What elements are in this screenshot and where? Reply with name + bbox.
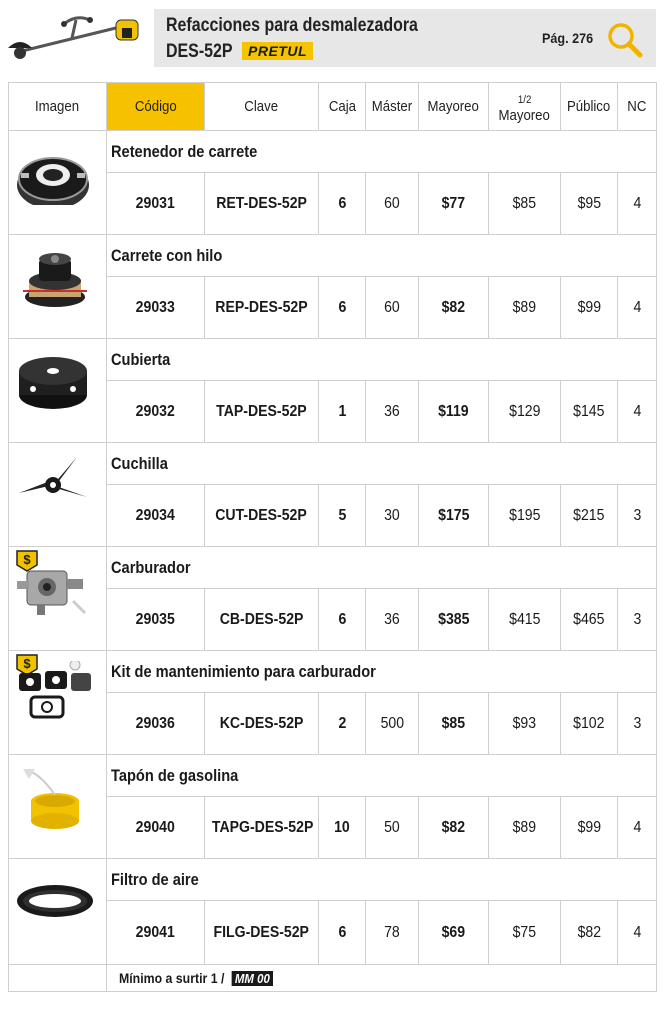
product-name: Cubierta [107, 339, 657, 381]
blade-image [15, 453, 95, 517]
cell-caja: 6 [319, 173, 366, 235]
product-name-row [9, 755, 657, 797]
cell-nc: 3 [618, 589, 657, 651]
cell-codigo[interactable]: 29034 [107, 485, 205, 547]
cell-clave: RET-DES-52P [205, 173, 319, 235]
cell-master: 36 [366, 381, 419, 443]
product-name-row [9, 859, 657, 901]
cell-clave: REP-DES-52P [205, 277, 319, 339]
spool-retainer-image [15, 141, 95, 205]
cell-clave: KC-DES-52P [205, 693, 319, 755]
cell-master: 60 [366, 277, 419, 339]
product-name: Kit de mantenimiento para carburador [107, 651, 657, 693]
cell-nc: 3 [618, 485, 657, 547]
product-name: Cuchilla [107, 443, 657, 485]
cell-mayoreo: $69 [419, 901, 489, 965]
cell-master: 78 [366, 901, 419, 965]
cell-caja: 6 [319, 277, 366, 339]
cell-codigo[interactable]: 29041 [107, 901, 205, 965]
minimum-order-text: Mínimo a surtir 1 / [119, 970, 225, 986]
product-image-cell [9, 235, 107, 339]
cell-master: 500 [366, 693, 419, 755]
mm-badge: MM 00 [231, 971, 273, 986]
cell-nc: 4 [618, 381, 657, 443]
col-publico: Público [561, 83, 618, 131]
spool-with-line-image [15, 245, 95, 309]
product-name-row [9, 547, 657, 589]
cell-clave: FILG-DES-52P [205, 901, 319, 965]
product-image-cell [9, 443, 107, 547]
cell-medio-mayoreo: $129 [489, 381, 561, 443]
air-filter-image [15, 869, 95, 933]
cell-caja: 6 [319, 901, 366, 965]
cell-medio-mayoreo: $75 [489, 901, 561, 965]
cell-publico: $99 [561, 797, 618, 859]
cell-publico: $82 [561, 901, 618, 965]
product-name-row [9, 443, 657, 485]
table-footer-row [9, 965, 657, 992]
brand-badge: PRETUL [242, 42, 313, 60]
col-medio-mayoreo: 1/2 Mayoreo [489, 83, 561, 131]
col-caja: Caja [319, 83, 366, 131]
product-name: Filtro de aire [107, 859, 657, 901]
cell-medio-mayoreo: $89 [489, 277, 561, 339]
cell-clave: TAP-DES-52P [205, 381, 319, 443]
cell-nc: 4 [618, 277, 657, 339]
product-name-row [9, 235, 657, 277]
product-image-cell [9, 131, 107, 235]
product-name: Retenedor de carrete [107, 131, 657, 173]
product-image-cell [9, 859, 107, 965]
page-header [0, 0, 671, 72]
cell-master: 50 [366, 797, 419, 859]
cell-caja: 6 [319, 589, 366, 651]
product-image-cell [9, 651, 107, 755]
product-name: Tapón de gasolina [107, 755, 657, 797]
cell-codigo[interactable]: 29036 [107, 693, 205, 755]
dollar-badge-text: $ [23, 656, 31, 671]
model-code: DES-52P [166, 41, 233, 62]
cell-mayoreo: $119 [419, 381, 489, 443]
product-name: Carrete con hilo [107, 235, 657, 277]
footer-spacer [9, 965, 107, 992]
cell-publico: $465 [561, 589, 618, 651]
cell-mayoreo: $175 [419, 485, 489, 547]
cell-caja: 5 [319, 485, 366, 547]
cell-codigo[interactable]: 29033 [107, 277, 205, 339]
cell-codigo[interactable]: 29040 [107, 797, 205, 859]
parts-table [8, 82, 657, 992]
cell-nc: 4 [618, 901, 657, 965]
trimmer-product-image [6, 8, 146, 64]
col-master: Máster [366, 83, 419, 131]
cell-clave: TAPG-DES-52P [205, 797, 319, 859]
product-name: Carburador [107, 547, 657, 589]
col-clave: Clave [205, 83, 319, 131]
cell-codigo[interactable]: 29032 [107, 381, 205, 443]
page-title: Refacciones para desmalezadora [166, 15, 418, 36]
page-number: Pág. 276 [542, 30, 594, 46]
cell-caja: 1 [319, 381, 366, 443]
gasket-kit-image [15, 661, 95, 725]
cell-codigo[interactable]: 29031 [107, 173, 205, 235]
cell-medio-mayoreo: $85 [489, 173, 561, 235]
cell-medio-mayoreo: $415 [489, 589, 561, 651]
cell-medio-mayoreo: $93 [489, 693, 561, 755]
cell-clave: CB-DES-52P [205, 589, 319, 651]
cell-publico: $145 [561, 381, 618, 443]
cell-codigo[interactable]: 29035 [107, 589, 205, 651]
cell-nc: 3 [618, 693, 657, 755]
cell-mayoreo: $82 [419, 797, 489, 859]
minimum-order-note [107, 965, 657, 992]
product-name-row [9, 131, 657, 173]
fuel-cap-image [15, 765, 95, 829]
col-imagen: Imagen [9, 83, 107, 131]
table-header-row [9, 83, 657, 131]
cell-publico: $99 [561, 277, 618, 339]
cell-publico: $215 [561, 485, 618, 547]
cell-mayoreo: $85 [419, 693, 489, 755]
col-codigo[interactable]: Código [107, 83, 205, 131]
product-image-cell [9, 339, 107, 443]
cell-publico: $102 [561, 693, 618, 755]
cell-master: 60 [366, 173, 419, 235]
cell-mayoreo: $77 [419, 173, 489, 235]
search-icon[interactable] [604, 19, 646, 61]
cell-medio-mayoreo: $89 [489, 797, 561, 859]
product-name-row [9, 339, 657, 381]
cell-publico: $95 [561, 173, 618, 235]
cover-image [15, 349, 95, 413]
product-name-row [9, 651, 657, 693]
title-band [154, 9, 656, 67]
product-image-cell [9, 547, 107, 651]
cell-clave: CUT-DES-52P [205, 485, 319, 547]
carburetor-image [15, 557, 95, 621]
cell-mayoreo: $82 [419, 277, 489, 339]
cell-master: 30 [366, 485, 419, 547]
cell-nc: 4 [618, 173, 657, 235]
dollar-badge-text: $ [23, 552, 31, 567]
product-image-cell [9, 755, 107, 859]
cell-nc: 4 [618, 797, 657, 859]
col-nc: NC [618, 83, 657, 131]
cell-mayoreo: $385 [419, 589, 489, 651]
col-mayoreo: Mayoreo [419, 83, 489, 131]
cell-master: 36 [366, 589, 419, 651]
cell-caja: 10 [319, 797, 366, 859]
cell-caja: 2 [319, 693, 366, 755]
cell-medio-mayoreo: $195 [489, 485, 561, 547]
